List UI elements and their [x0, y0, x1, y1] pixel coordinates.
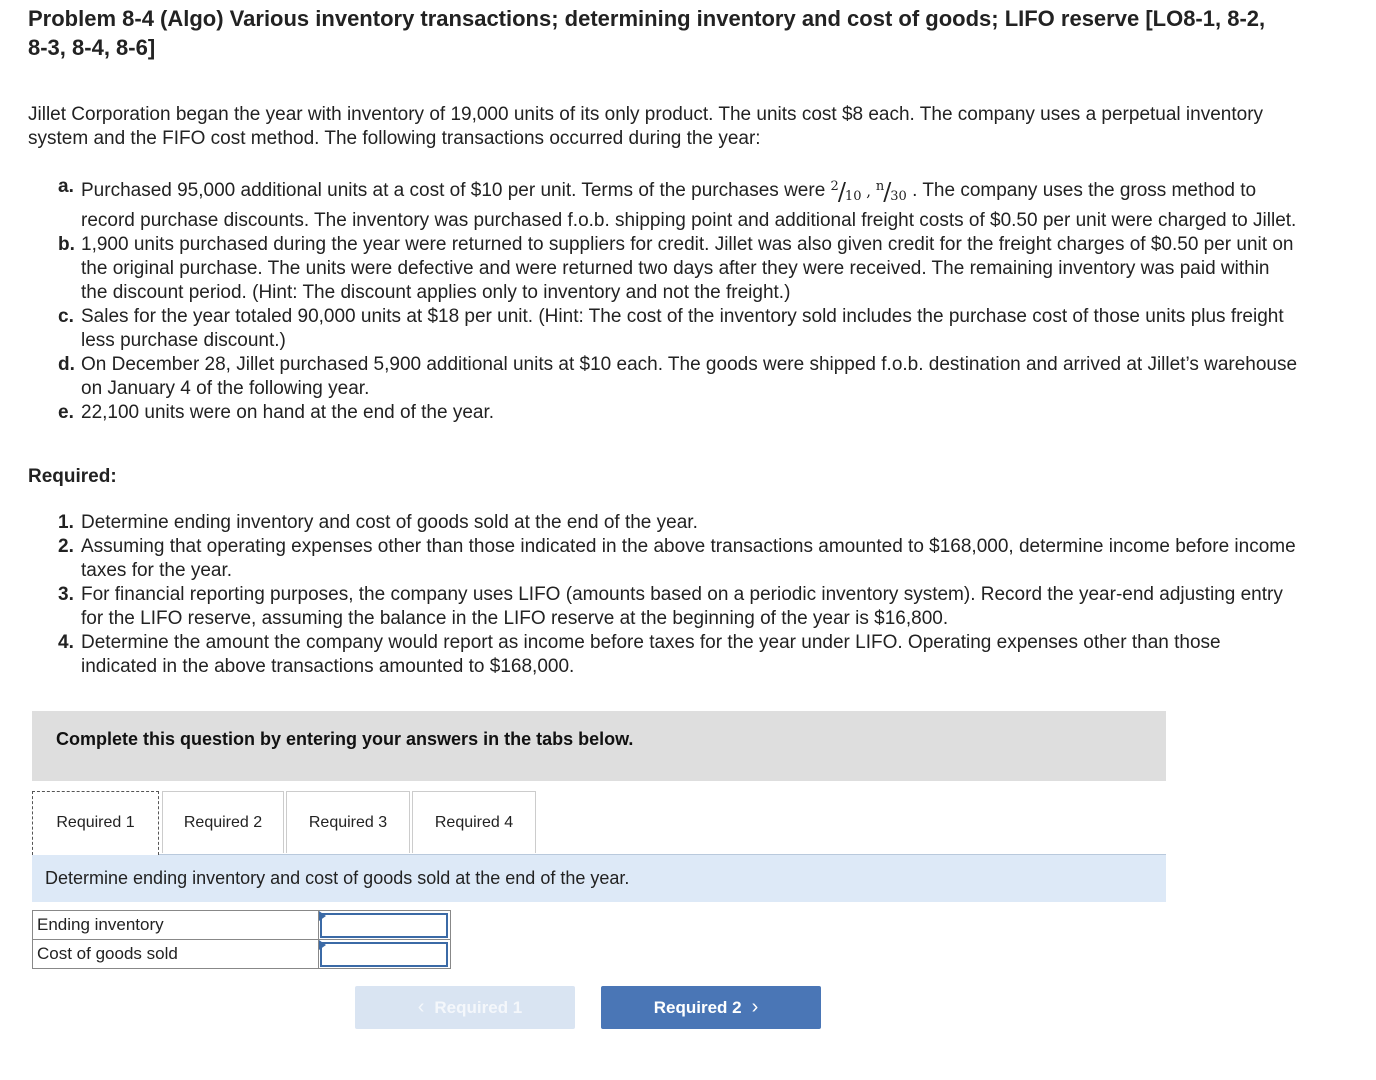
list-item	[58, 535, 1298, 583]
tab-required-2[interactable]: Required 2	[162, 791, 284, 853]
item-text: . The company uses the gross method to record purchase discounts. The inventory was purchased f.o.b. shipping point and additional freight costs of $0.50 per unit were charged to Jillet.	[81, 180, 1297, 231]
item-label: a.	[58, 176, 74, 197]
item-text: Assuming that operating expenses other than those indicated in the above transactions amounted to $168,000, determine income before income taxes for the year.	[81, 536, 1296, 581]
item-label: e.	[58, 402, 74, 423]
item-text: For financial reporting purposes, the company uses LIFO (amounts based on a periodic inventory system). Record the year-end adjusting entry for the LIFO reserve, assuming the balance in the LIFO reserve at the beginning of the year is $16,800.	[81, 584, 1283, 629]
row-label-cost-of-goods-sold: Cost of goods sold	[33, 940, 319, 969]
page-title: Problem 8-4 (Algo) Various inventory transactions; determining inventory and cost of goods; LIFO reserve [LO8-1, 8-2, 8-3, 8-4, 8-6]	[28, 6, 1266, 60]
list-item	[58, 511, 1298, 535]
answer-table	[32, 910, 451, 969]
list-item	[58, 305, 1298, 353]
previous-button[interactable]	[355, 986, 575, 1029]
item-label: 4.	[58, 632, 74, 653]
tab-required-3[interactable]: Required 3	[286, 791, 410, 853]
item-label: 3.	[58, 584, 74, 605]
table-row	[33, 911, 451, 940]
item-text: On December 28, Jillet purchased 5,900 additional units at $10 each. The goods were shipped f.o.b. destination and arrived at Jillet’s warehouse on January 4 of the following year.	[81, 354, 1298, 399]
item-label: c.	[58, 306, 74, 327]
list-item	[58, 233, 1298, 305]
ending-inventory-input[interactable]	[320, 913, 448, 938]
list-item	[58, 583, 1298, 631]
discount-terms: $^2/_{10}$ , $^n/_{30}$	[830, 178, 907, 206]
list-item	[58, 175, 1298, 233]
row-label-ending-inventory: Ending inventory	[33, 911, 319, 940]
item-label: d.	[58, 354, 75, 375]
cost-of-goods-sold-input[interactable]	[320, 942, 448, 967]
instruction-banner	[32, 711, 1166, 781]
item-label: 2.	[58, 536, 74, 557]
tab-required-4[interactable]: Required 4	[412, 791, 536, 853]
transaction-list	[58, 175, 1298, 425]
list-item	[58, 401, 1298, 425]
input-marker-icon	[319, 940, 326, 950]
item-text: Sales for the year totaled 90,000 units at $18 per unit. (Hint: The cost of the inventory sold includes the purchase cost of those units plus freight less purchase discount.)	[81, 306, 1284, 351]
banner-text: Complete this question by entering your answers in the tabs below.	[56, 729, 634, 749]
required-heading: Required:	[28, 466, 117, 487]
item-text: Purchased 95,000 additional units at a cost of $10 per unit. Terms of the purchases were	[81, 180, 831, 201]
item-label: 1.	[58, 512, 74, 533]
tab-required-1[interactable]: Required 1	[32, 791, 159, 855]
chevron-left-icon: ‹	[417, 996, 425, 1018]
list-item	[58, 353, 1298, 401]
table-row	[33, 940, 451, 969]
prompt-text: Determine ending inventory and cost of goods sold at the end of the year.	[45, 868, 630, 888]
item-text: Determine ending inventory and cost of goods sold at the end of the year.	[81, 512, 698, 533]
chevron-right-icon: ›	[751, 996, 759, 1018]
input-marker-icon	[319, 911, 326, 921]
requirements-list	[58, 511, 1298, 679]
item-label: b.	[58, 234, 75, 255]
previous-label: Required 1	[434, 998, 523, 1017]
item-text: Determine the amount the company would report as income before taxes for the year under LIFO. Operating expenses other than those indicated in the above transactions amounted to $168,000.	[81, 632, 1221, 677]
item-text: 22,100 units were on hand at the end of the year.	[81, 402, 495, 423]
item-text: 1,900 units purchased during the year were returned to suppliers for credit. Jillet was also given credit for the freight charges of $0.50 per unit on the original purchase. The units were defective and were returned two days after they were received. The remaining inventory was paid within the discount period. (Hint: The discount applies only to inventory and not the freight.)	[81, 234, 1294, 303]
problem-intro: Jillet Corporation began the year with inventory of 19,000 units of its only product. The units cost $8 each. The company uses a perpetual inventory system and the FIFO cost method. The following transactions occurred during the year:	[28, 104, 1264, 149]
next-label: Required 2	[653, 998, 742, 1017]
next-button[interactable]	[601, 986, 821, 1029]
question-prompt	[32, 855, 1166, 902]
list-item	[58, 631, 1298, 679]
